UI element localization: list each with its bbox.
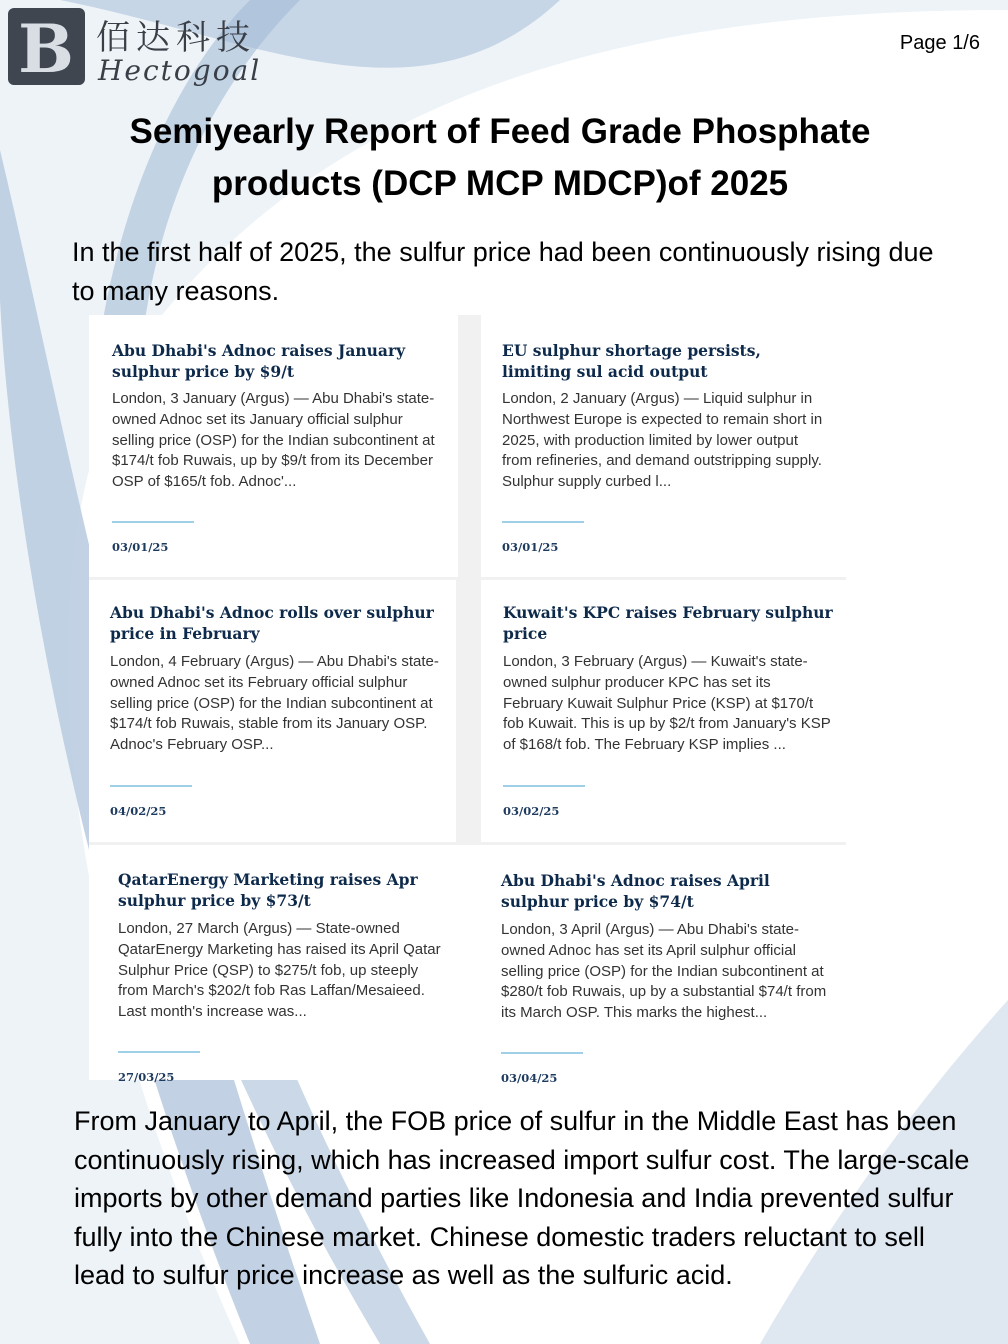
company-logo <box>8 8 268 86</box>
page-number: Page 1/6 <box>899 32 980 54</box>
news-card[interactable] <box>481 580 846 842</box>
news-card-title[interactable]: Abu Dhabi's Adnoc raises January sulphur price by $9/t <box>112 341 406 381</box>
news-card-divider <box>112 521 194 523</box>
news-card[interactable] <box>481 315 846 577</box>
news-card-date: 03/01/25 <box>112 540 169 554</box>
news-card-excerpt: London, 27 March (Argus) — State-owned QatarEnergy Marketing has raised its April Qatar Sulphur Price (QSP) to $275/t fob, up steeply from March's $202/t fob Ras Laffan/Mesaieed. Last month's increase was... <box>118 920 441 1021</box>
news-card-divider <box>503 785 585 787</box>
news-card-excerpt: London, 4 February (Argus) — Abu Dhabi's state-owned Adnoc set its February official sulphur selling price (OSP) for the Indian subcontinent at $174/t fob Ruwais, stable from its January OSP. Adnoc's February OSP... <box>110 653 439 754</box>
news-card-date: 03/01/25 <box>502 540 559 554</box>
news-card-date: 04/02/25 <box>110 804 167 818</box>
svg-text:B: B <box>18 10 74 85</box>
news-card-excerpt: London, 3 April (Argus) — Abu Dhabi's state-owned Adnoc has set its April sulphur official selling price (OSP) for the Indian subcontinent at $280/t fob Ruwais, up by a substantial $74/t from its March OSP. This marks the highest... <box>501 921 827 1022</box>
news-card-excerpt: London, 3 February (Argus) — Kuwait's state-owned sulphur producer KPC has set its February Kuwait Sulphur Price (KSP) at $170/t fob Kuwait. This is up by $2/t from January's KSP of $168/t fob. The February KSP implies ... <box>503 653 831 754</box>
news-card-title[interactable]: QatarEnergy Marketing raises Apr sulphur price by $73/t <box>118 870 418 910</box>
news-card[interactable] <box>89 845 481 1084</box>
report-title: Semiyearly Report of Feed Grade Phosphate products (DCP MCP MDCP)of 2025 <box>129 112 871 203</box>
news-card[interactable] <box>481 845 846 1085</box>
news-card-title[interactable]: Abu Dhabi's Adnoc rolls over sulphur price in February <box>110 603 434 643</box>
news-card-divider <box>110 785 192 787</box>
news-card-divider <box>501 1052 583 1054</box>
news-card-date: 27/03/25 <box>118 1070 175 1084</box>
news-card-title[interactable]: Kuwait's KPC raises February sulphur price <box>503 603 833 643</box>
news-card-divider <box>502 521 584 523</box>
logo-english-name: Hectogoal <box>98 54 262 87</box>
news-card-title[interactable]: Abu Dhabi's Adnoc raises April sulphur price by $74/t <box>501 871 770 911</box>
logo-b-icon <box>8 8 85 85</box>
logo-badge <box>8 8 85 85</box>
conclusion-paragraph: From January to April, the FOB price of sulfur in the Middle East has been continuously rising, which has increased import sulfur cost. The large-scale imports by other demand parties like Indonesia and India prevented sulfur fully into the Chinese market. Chinese domestic traders reluctant to sell lead to sulfur price increase as well as the sulfuric acid. <box>74 1106 970 1290</box>
news-card-excerpt: London, 3 January (Argus) — Abu Dhabi's state-owned Adnoc set its January official sulphur selling price (OSP) for the Indian subcontinent at $174/t fob Ruwais, up by $9/t from its December OSP of $165/t fob. Adnoc'... <box>112 390 435 491</box>
news-card[interactable] <box>89 315 458 577</box>
news-card-excerpt: London, 2 January (Argus) — Liquid sulphur in Northwest Europe is expected to remain short in 2025, with production limited by lower output from refineries, and demand outstripping supply. Sulphur supply curbed l... <box>502 390 823 491</box>
news-card-divider <box>118 1051 200 1053</box>
logo-chinese-name: 佰达科技 <box>96 18 256 58</box>
news-card[interactable] <box>89 580 456 842</box>
intro-paragraph: In the first half of 2025, the sulfur price had been continuously rising due to many reasons. <box>72 237 934 306</box>
news-card-date: 03/02/25 <box>503 804 560 818</box>
news-card-date: 03/04/25 <box>501 1071 558 1085</box>
news-card-title[interactable]: EU sulphur shortage persists, limiting sul acid output <box>502 341 761 381</box>
news-grid <box>89 315 846 1085</box>
